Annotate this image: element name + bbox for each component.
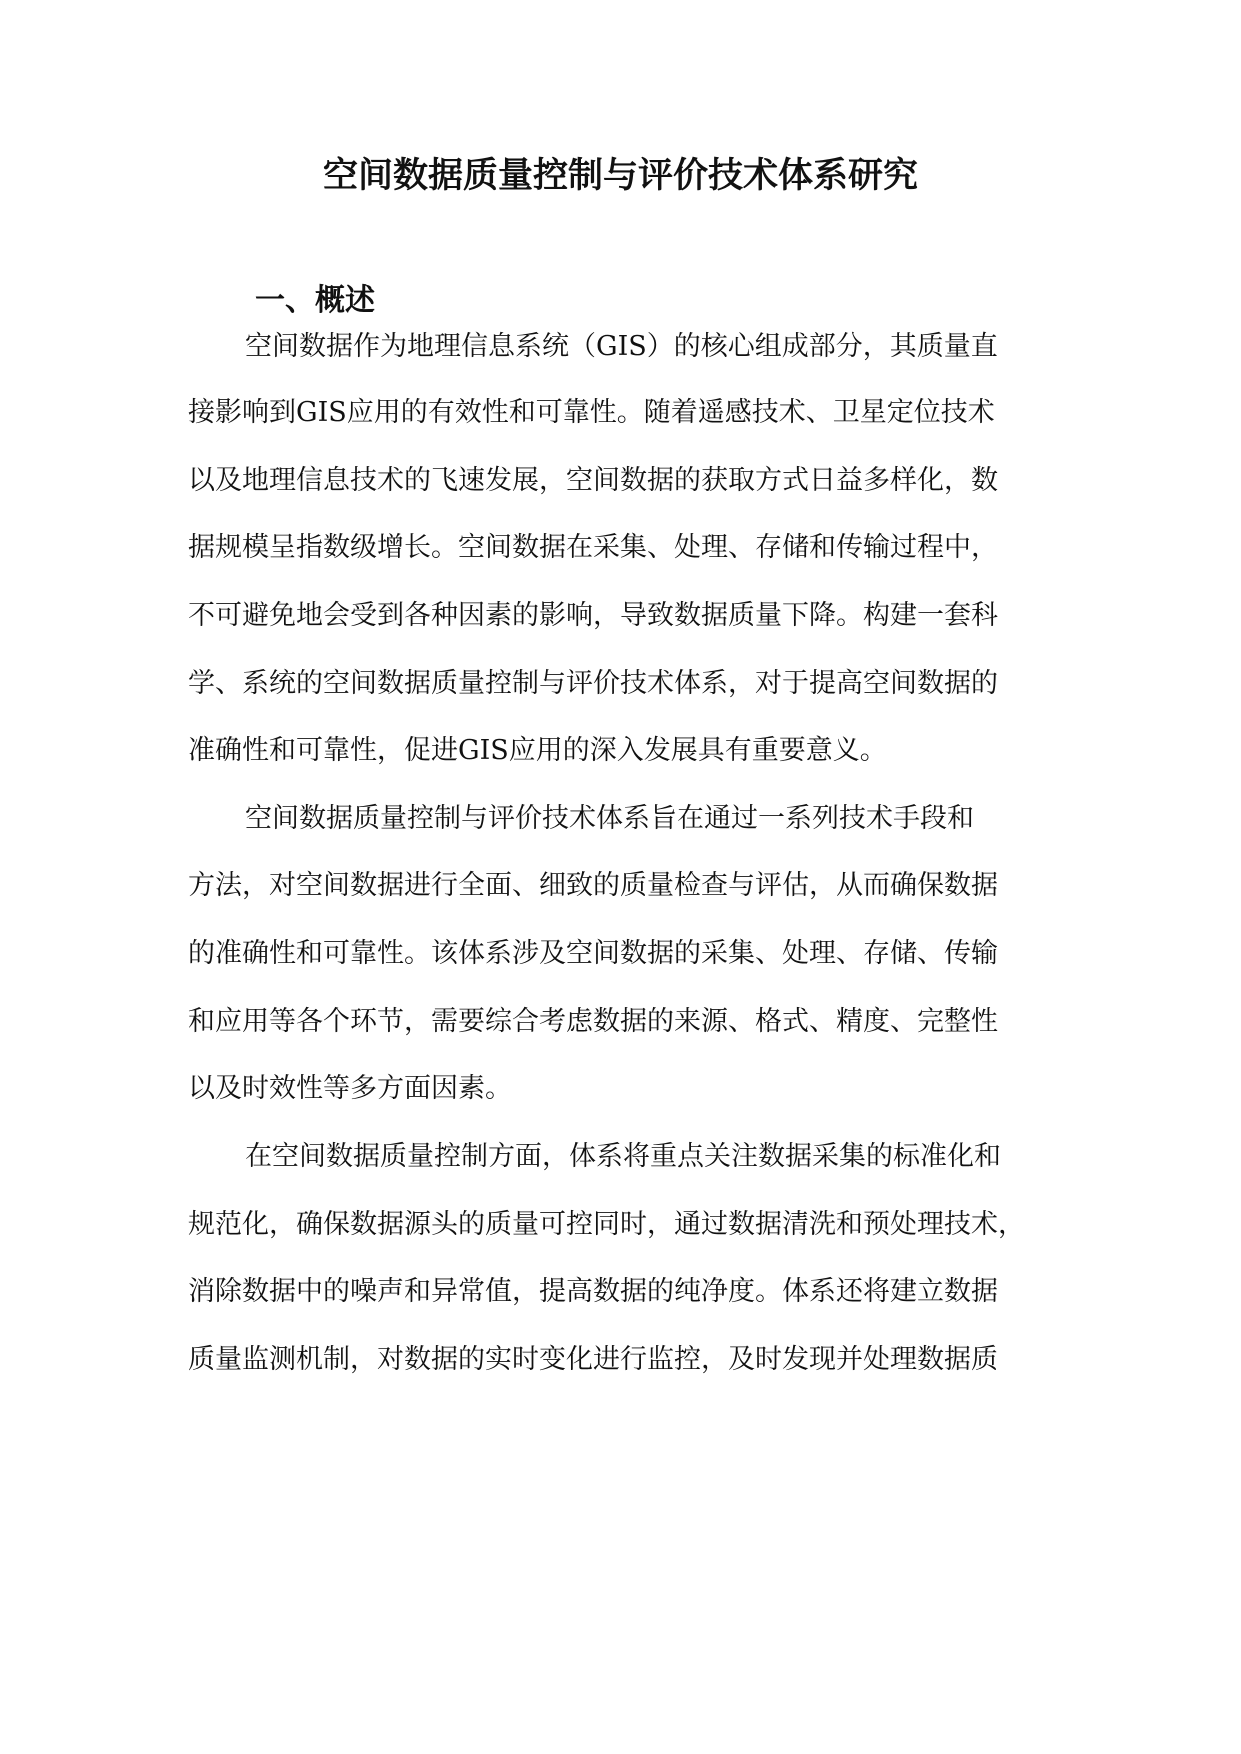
paragraph-1-line-5: 不可避免地会受到各种因素的影响，导致数据质量下降。构建一套科 <box>188 600 998 631</box>
section-heading: 一、概述 <box>255 283 375 318</box>
paragraph-1-line-4: 据规模呈指数级增长。空间数据在采集、处理、存储和传输过程中， <box>188 532 998 563</box>
paragraph-1-line-2: 接影响到GIS应用的有效性和可靠性。随着遥感技术、卫星定位技术 <box>188 397 995 428</box>
paragraph-3-line-1: 在空间数据质量控制方面，体系将重点关注数据采集的标准化和 <box>245 1141 1001 1172</box>
paragraph-3-line-3: 消除数据中的噪声和异常值，提高数据的纯净度。体系还将建立数据 <box>188 1276 998 1307</box>
paragraph-2-line-1: 空间数据质量控制与评价技术体系旨在通过一系列技术手段和 <box>245 803 974 834</box>
paragraph-2-line-2: 方法，对空间数据进行全面、细致的质量检查与评估，从而确保数据 <box>188 870 998 901</box>
paragraph-3-line-4: 质量监测机制，对数据的实时变化进行监控，及时发现并处理数据质 <box>188 1344 998 1375</box>
paragraph-1-line-1: 空间数据作为地理信息系统（GIS）的核心组成部分，其质量直 <box>245 331 998 362</box>
paragraph-2-line-5: 以及时效性等多方面因素。 <box>188 1073 512 1104</box>
paragraph-3-line-2: 规范化，确保数据源头的质量可控同时，通过数据清洗和预处理技术， <box>188 1209 1025 1240</box>
paragraph-2-line-3: 的准确性和可靠性。该体系涉及空间数据的采集、处理、存储、传输 <box>188 938 998 969</box>
paragraph-2-line-4: 和应用等各个环节，需要综合考虑数据的来源、格式、精度、完整性 <box>188 1006 998 1037</box>
paragraph-1-line-6: 学、系统的空间数据质量控制与评价技术体系，对于提高空间数据的 <box>188 668 998 699</box>
paragraph-1-line-3: 以及地理信息技术的飞速发展，空间数据的获取方式日益多样化，数 <box>188 465 998 496</box>
document-title: 空间数据质量控制与评价技术体系研究 <box>322 155 918 196</box>
paragraph-1-line-7: 准确性和可靠性，促进GIS应用的深入发展具有重要意义。 <box>188 735 887 766</box>
